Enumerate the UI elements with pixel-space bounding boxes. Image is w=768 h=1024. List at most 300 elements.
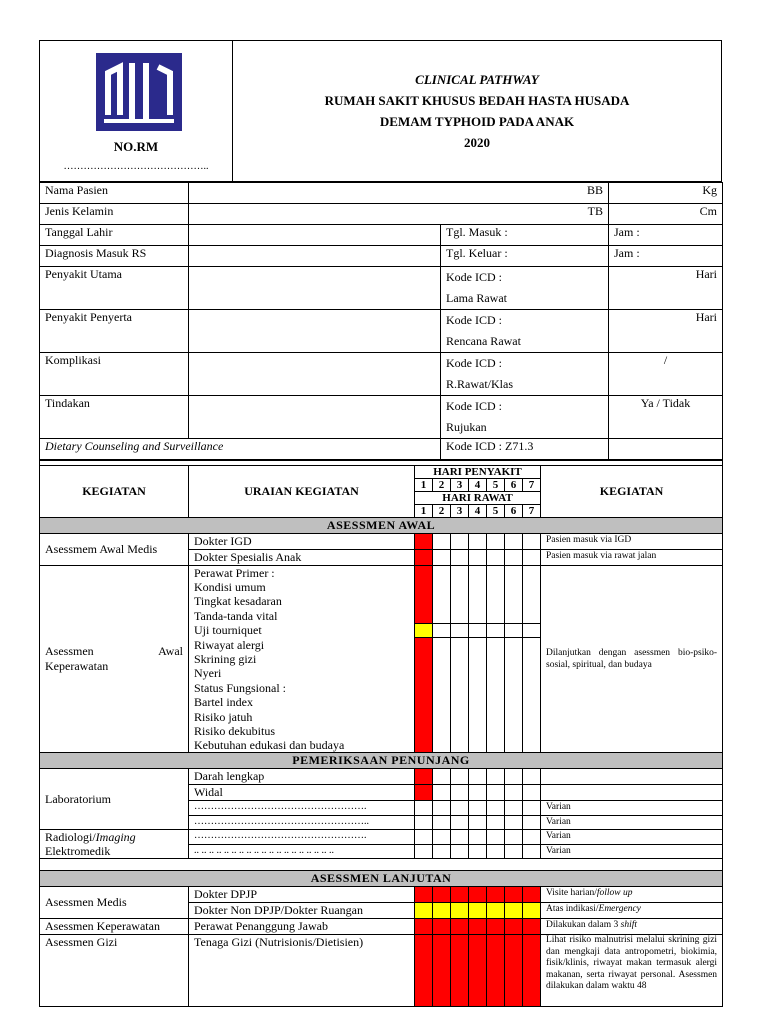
- day-cell[interactable]: [451, 785, 469, 801]
- lanjutan-gizi: Tenaga Gizi (Nutrisionis/Dietisien): [189, 935, 415, 1007]
- radiologi-label: [40, 830, 189, 859]
- day-penyakit-5: 5: [487, 479, 505, 492]
- label-tb[interactable]: TB: [189, 204, 609, 225]
- grid-header-hari-rawat: HARI RAWAT: [415, 492, 541, 505]
- day-cell[interactable]: [487, 903, 505, 919]
- day-cell[interactable]: [523, 566, 541, 581]
- lanjutan-gizi-note: Lihat risiko malnutrisi melalui skrining gizi dan mengkaji data antropometri, biokimia, fisik/klinis, riwayat makan termasuk alergi makanan, serta riwayat personal. Asessmen dilakukan dalam waktu 48: [541, 935, 723, 1007]
- day-cell[interactable]: [487, 887, 505, 903]
- lanjutan-non-dpjp: Dokter Non DPJP/Dokter Ruangan: [189, 903, 415, 919]
- day-rawat-2: 2: [433, 505, 451, 518]
- day-cell[interactable]: [469, 550, 487, 566]
- day-cell[interactable]: [469, 844, 487, 859]
- lab-varian: [541, 769, 723, 785]
- day-cell[interactable]: [523, 919, 541, 935]
- day-cell[interactable]: [505, 919, 523, 935]
- label-kode-icd-2: Kode ICD :: [446, 313, 502, 327]
- label-diagnosis: Diagnosis Masuk RS: [40, 246, 189, 267]
- rad-varian: Varian: [541, 830, 723, 845]
- day-cell[interactable]: [433, 695, 451, 709]
- spacer-cell: [189, 859, 415, 871]
- day-cell[interactable]: [415, 844, 433, 859]
- day-cell[interactable]: [451, 594, 469, 608]
- logo-cell: [40, 41, 233, 182]
- day-cell[interactable]: [505, 844, 523, 859]
- spacer-cell: [40, 859, 189, 871]
- awal-kep-item: Status Fungsional :: [189, 681, 415, 695]
- lanjutan-non-note-text: Atas indikasi/: [546, 904, 599, 915]
- awal-kep-item: Tanda-tanda vital: [189, 609, 415, 623]
- label-ya-tidak[interactable]: Ya / Tidak: [609, 396, 723, 439]
- day-cell[interactable]: [469, 724, 487, 738]
- day-cell[interactable]: [487, 919, 505, 935]
- awal-kep-item: Kondisi umum: [189, 580, 415, 594]
- day-cell[interactable]: [487, 550, 505, 566]
- day-cell[interactable]: [505, 830, 523, 845]
- day-cell[interactable]: [469, 815, 487, 829]
- label-jam-masuk: Jam :: [609, 225, 723, 246]
- day-cell[interactable]: [415, 815, 433, 829]
- day-cell[interactable]: [433, 830, 451, 845]
- day-cell[interactable]: [523, 681, 541, 695]
- day-cell[interactable]: [415, 550, 433, 566]
- label-jenis: Jenis Kelamin: [40, 204, 189, 225]
- day-cell[interactable]: [469, 830, 487, 845]
- day-cell[interactable]: [415, 785, 433, 801]
- day-cell[interactable]: [505, 769, 523, 785]
- day-cell[interactable]: [505, 550, 523, 566]
- day-cell[interactable]: [433, 652, 451, 666]
- day-cell[interactable]: [433, 935, 451, 1007]
- day-cell[interactable]: [487, 935, 505, 1007]
- label-rujukan: Rujukan: [446, 420, 487, 434]
- day-cell[interactable]: [487, 724, 505, 738]
- awal-spesialis-note: Pasien masuk via rawat jalan: [541, 550, 723, 566]
- elektromedik-word: Elektromedik: [45, 844, 111, 859]
- rad-varian: Varian: [541, 844, 723, 859]
- lab-label: Laboratorium: [40, 769, 189, 830]
- day-cell[interactable]: [523, 830, 541, 845]
- day-cell[interactable]: [487, 666, 505, 680]
- day-cell[interactable]: [415, 681, 433, 695]
- day-cell[interactable]: [505, 609, 523, 623]
- day-cell[interactable]: [451, 695, 469, 709]
- day-cell[interactable]: [505, 638, 523, 652]
- lab-item: Darah lengkap: [189, 769, 415, 785]
- field-komplikasi[interactable]: [189, 353, 441, 396]
- day-cell[interactable]: [451, 724, 469, 738]
- day-cell[interactable]: [523, 738, 541, 753]
- day-cell[interactable]: [415, 609, 433, 623]
- day-cell[interactable]: [487, 695, 505, 709]
- rad-item: .. .. .. .. .. .. .. .. .. .. .. .. .. .. .. .. .. .. ..: [189, 844, 415, 859]
- awal-dokter-spesialis: Dokter Spesialis Anak: [189, 550, 415, 566]
- label-nama: Nama Pasien: [40, 183, 189, 204]
- day-cell[interactable]: [505, 652, 523, 666]
- day-cell[interactable]: [487, 609, 505, 623]
- day-cell[interactable]: [487, 681, 505, 695]
- day-cell[interactable]: [469, 887, 487, 903]
- day-cell[interactable]: [451, 844, 469, 859]
- day-cell[interactable]: [415, 724, 433, 738]
- day-cell[interactable]: [469, 769, 487, 785]
- day-cell[interactable]: [433, 887, 451, 903]
- day-cell[interactable]: [415, 666, 433, 680]
- day-cell[interactable]: [487, 652, 505, 666]
- label-dietary: Dietary Counseling and Surveillance: [40, 439, 441, 460]
- lanjutan-dpjp-note-italic: follow up: [596, 888, 633, 899]
- field-penyakit-utama[interactable]: [189, 267, 441, 310]
- day-cell[interactable]: [451, 580, 469, 594]
- label-hari-2: Hari: [609, 310, 723, 353]
- day-cell[interactable]: [433, 638, 451, 652]
- day-rawat-5: 5: [487, 505, 505, 518]
- lanjutan-non-note: [541, 903, 723, 919]
- day-cell[interactable]: [451, 566, 469, 581]
- label-penyakit-utama: Penyakit Utama: [40, 267, 189, 310]
- day-cell[interactable]: [451, 887, 469, 903]
- day-cell[interactable]: [433, 681, 451, 695]
- day-cell[interactable]: [505, 580, 523, 594]
- day-cell[interactable]: [433, 594, 451, 608]
- day-cell[interactable]: [487, 801, 505, 815]
- lanjutan-perawat-note: [541, 919, 723, 935]
- day-cell[interactable]: [523, 724, 541, 738]
- lab-item: Widal: [189, 785, 415, 801]
- label-bb[interactable]: BB: [189, 183, 609, 204]
- day-cell[interactable]: [487, 710, 505, 724]
- day-cell[interactable]: [451, 919, 469, 935]
- day-cell[interactable]: [415, 830, 433, 845]
- field-kode-icd-5[interactable]: [609, 439, 723, 460]
- awal-igd-note: Pasien masuk via IGD: [541, 534, 723, 550]
- day-cell[interactable]: [451, 609, 469, 623]
- patient-info-table: [39, 182, 723, 460]
- day-cell[interactable]: [523, 580, 541, 594]
- day-cell[interactable]: [415, 638, 433, 652]
- label-slash: /: [609, 353, 723, 396]
- day-cell[interactable]: [433, 844, 451, 859]
- awal-kep-word-3: Keperawatan: [45, 659, 109, 674]
- day-cell[interactable]: [487, 785, 505, 801]
- day-cell[interactable]: [433, 903, 451, 919]
- day-cell[interactable]: [487, 566, 505, 581]
- field-tindakan[interactable]: [189, 396, 441, 439]
- lanjutan-dpjp: Dokter DPJP: [189, 887, 415, 903]
- field-diagnosis[interactable]: [189, 246, 441, 267]
- day-cell[interactable]: [505, 710, 523, 724]
- day-cell[interactable]: [451, 666, 469, 680]
- day-cell[interactable]: [415, 710, 433, 724]
- day-cell[interactable]: [433, 724, 451, 738]
- day-cell[interactable]: [451, 638, 469, 652]
- radiologi-word: Radiologi/: [45, 830, 96, 845]
- awal-kep-item: Kebutuhan edukasi dan budaya: [189, 738, 415, 753]
- day-cell[interactable]: [433, 623, 451, 637]
- label-kg: Kg: [609, 183, 723, 204]
- awal-kep-item: Perawat Primer :: [189, 566, 415, 581]
- label-tindakan: Tindakan: [40, 396, 189, 439]
- day-cell[interactable]: [469, 609, 487, 623]
- title-cell: [233, 41, 722, 182]
- day-cell[interactable]: [487, 594, 505, 608]
- day-cell[interactable]: [469, 695, 487, 709]
- form-title: CLINICAL PATHWAY: [415, 72, 539, 87]
- day-cell[interactable]: [469, 935, 487, 1007]
- spacer-cell: [523, 859, 541, 871]
- day-cell[interactable]: [433, 609, 451, 623]
- label-kode-icd-5: Kode ICD : Z71.3: [441, 439, 609, 460]
- day-cell[interactable]: [505, 594, 523, 608]
- day-cell[interactable]: [433, 738, 451, 753]
- day-cell[interactable]: [523, 623, 541, 637]
- field-tgl-lahir[interactable]: [189, 225, 441, 246]
- day-cell[interactable]: [523, 666, 541, 680]
- awal-kep-word-1: Asessmen: [45, 644, 94, 659]
- day-cell[interactable]: [469, 919, 487, 935]
- day-cell[interactable]: [415, 769, 433, 785]
- day-cell[interactable]: [415, 534, 433, 550]
- day-cell[interactable]: [505, 887, 523, 903]
- day-cell[interactable]: [415, 623, 433, 637]
- diagnosis-title: DEMAM TYPHOID PADA ANAK: [379, 114, 575, 129]
- awal-kep-item: Skrining gizi: [189, 652, 415, 666]
- awal-kep-item: Riwayat alergi: [189, 638, 415, 652]
- day-penyakit-1: 1: [415, 479, 433, 492]
- day-cell[interactable]: [523, 844, 541, 859]
- day-cell[interactable]: [469, 710, 487, 724]
- hospital-logo: [96, 53, 182, 131]
- label-rawat-klas: R.Rawat/Klas: [446, 377, 513, 391]
- section-penunjang: PEMERIKSAAN PENUNJANG: [40, 753, 723, 769]
- spacer-cell: [541, 859, 723, 871]
- awal-medis-label: Asessmem Awal Medis: [40, 534, 189, 566]
- day-cell[interactable]: [469, 801, 487, 815]
- day-cell[interactable]: [451, 623, 469, 637]
- lab-item: …………………………………………….: [189, 801, 415, 815]
- day-rawat-1: 1: [415, 505, 433, 518]
- day-cell[interactable]: [523, 594, 541, 608]
- grid-header-kegiatan-right: KEGIATAN: [541, 466, 723, 518]
- label-cm: Cm: [609, 204, 723, 225]
- day-cell[interactable]: [415, 801, 433, 815]
- day-cell[interactable]: [505, 681, 523, 695]
- day-cell[interactable]: [487, 580, 505, 594]
- day-cell[interactable]: [487, 638, 505, 652]
- day-cell[interactable]: [415, 594, 433, 608]
- section-lanjutan: ASESSMEN LANJUTAN: [40, 871, 723, 887]
- day-cell[interactable]: [415, 738, 433, 753]
- day-cell[interactable]: [415, 935, 433, 1007]
- awal-kep-item: Tingkat kesadaran: [189, 594, 415, 608]
- day-cell[interactable]: [523, 785, 541, 801]
- day-rawat-4: 4: [469, 505, 487, 518]
- imaging-word: Imaging: [95, 830, 136, 845]
- day-cell[interactable]: [505, 724, 523, 738]
- lanjutan-perawat: Perawat Penanggung Jawab: [189, 919, 415, 935]
- day-cell[interactable]: [487, 830, 505, 845]
- day-cell[interactable]: [451, 652, 469, 666]
- label-kode-icd-4: Kode ICD :: [446, 399, 502, 413]
- label-komplikasi: Komplikasi: [40, 353, 189, 396]
- day-cell[interactable]: [505, 666, 523, 680]
- day-cell[interactable]: [469, 580, 487, 594]
- day-cell[interactable]: [469, 681, 487, 695]
- day-cell[interactable]: [487, 623, 505, 637]
- day-cell[interactable]: [451, 738, 469, 753]
- day-cell[interactable]: [523, 935, 541, 1007]
- day-cell[interactable]: [523, 887, 541, 903]
- grid-header-uraian: URAIAN KEGIATAN: [189, 466, 415, 518]
- day-cell[interactable]: [415, 566, 433, 581]
- day-cell[interactable]: [505, 935, 523, 1007]
- day-cell[interactable]: [505, 785, 523, 801]
- day-penyakit-6: 6: [505, 479, 523, 492]
- day-cell[interactable]: [433, 785, 451, 801]
- lab-varian: Varian: [541, 815, 723, 829]
- lanjutan-medis-label: Asessmen Medis: [40, 887, 189, 919]
- day-cell[interactable]: [487, 738, 505, 753]
- lanjutan-gizi-label: Asessmen Gizi: [40, 935, 189, 1007]
- lanjutan-perawat-note-text: Dilakukan dalam 3: [546, 920, 621, 931]
- day-cell[interactable]: [487, 815, 505, 829]
- day-rawat-6: 6: [505, 505, 523, 518]
- day-cell[interactable]: [469, 566, 487, 581]
- day-cell[interactable]: [451, 681, 469, 695]
- day-cell[interactable]: [523, 534, 541, 550]
- day-cell[interactable]: [451, 903, 469, 919]
- label-hari-1: Hari: [609, 267, 723, 310]
- lanjutan-non-note-italic: Emergency: [598, 904, 641, 915]
- norm-label: NO.RM: [113, 139, 159, 154]
- day-cell[interactable]: [505, 623, 523, 637]
- day-cell[interactable]: [415, 887, 433, 903]
- hospital-name: RUMAH SAKIT KHUSUS BEDAH HASTA HUSADA: [324, 93, 630, 108]
- day-cell[interactable]: [523, 695, 541, 709]
- label-penyerta: Penyakit Penyerta: [40, 310, 189, 353]
- day-cell[interactable]: [451, 534, 469, 550]
- day-cell[interactable]: [433, 550, 451, 566]
- day-cell[interactable]: [433, 919, 451, 935]
- day-cell[interactable]: [487, 769, 505, 785]
- header-table: [39, 40, 722, 182]
- awal-kep-item: Uji tourniquet: [189, 623, 415, 637]
- norm-value: ……………………………………..: [63, 161, 209, 172]
- day-penyakit-7: 7: [523, 479, 541, 492]
- lab-item: ……………………………………………..: [189, 815, 415, 829]
- day-cell[interactable]: [469, 903, 487, 919]
- lab-varian: Varian: [541, 801, 723, 815]
- label-rencana-rawat: Rencana Rawat: [446, 334, 521, 348]
- lanjutan-perawat-note-italic: shift: [620, 920, 638, 931]
- day-cell[interactable]: [415, 919, 433, 935]
- rad-item: …………………………………………….: [189, 830, 415, 845]
- day-cell[interactable]: [469, 652, 487, 666]
- day-penyakit-3: 3: [451, 479, 469, 492]
- field-penyerta[interactable]: [189, 310, 441, 353]
- day-cell[interactable]: [523, 801, 541, 815]
- day-cell[interactable]: [415, 695, 433, 709]
- awal-keperawatan-label: [40, 566, 189, 753]
- day-cell[interactable]: [487, 534, 505, 550]
- day-cell[interactable]: [433, 534, 451, 550]
- day-cell[interactable]: [469, 666, 487, 680]
- section-asessmen-awal: ASESSMEN AWAL: [40, 518, 723, 534]
- day-cell[interactable]: [523, 609, 541, 623]
- day-cell[interactable]: [469, 738, 487, 753]
- awal-kep-item: Risiko dekubitus: [189, 724, 415, 738]
- day-cell[interactable]: [523, 769, 541, 785]
- spacer-cell: [487, 859, 505, 871]
- day-cell[interactable]: [505, 801, 523, 815]
- day-cell[interactable]: [469, 785, 487, 801]
- day-cell[interactable]: [523, 815, 541, 829]
- spacer-cell: [415, 859, 433, 871]
- day-cell[interactable]: [433, 580, 451, 594]
- day-cell[interactable]: [451, 550, 469, 566]
- day-cell[interactable]: [505, 738, 523, 753]
- day-cell[interactable]: [433, 801, 451, 815]
- label-kode-icd-3: Kode ICD :: [446, 356, 502, 370]
- day-cell[interactable]: [415, 580, 433, 594]
- label-tgl-keluar: Tgl. Keluar :: [441, 246, 609, 267]
- day-cell[interactable]: [433, 815, 451, 829]
- grid-header-kegiatan: KEGIATAN: [40, 466, 189, 518]
- day-cell[interactable]: [415, 903, 433, 919]
- day-cell[interactable]: [505, 534, 523, 550]
- day-cell[interactable]: [433, 710, 451, 724]
- day-cell[interactable]: [523, 652, 541, 666]
- awal-kep-item: Nyeri: [189, 666, 415, 680]
- day-cell[interactable]: [469, 638, 487, 652]
- day-cell[interactable]: [451, 935, 469, 1007]
- day-cell[interactable]: [505, 566, 523, 581]
- day-penyakit-4: 4: [469, 479, 487, 492]
- day-cell[interactable]: [523, 903, 541, 919]
- awal-kep-note: Dilanjutkan dengan asessmen bio-psiko-sosial, spiritual, dan budaya: [541, 566, 723, 753]
- spacer-cell: [505, 859, 523, 871]
- day-cell[interactable]: [415, 652, 433, 666]
- day-cell[interactable]: [451, 801, 469, 815]
- day-cell[interactable]: [523, 638, 541, 652]
- day-cell[interactable]: [469, 623, 487, 637]
- day-cell[interactable]: [505, 903, 523, 919]
- awal-dokter-igd: Dokter IGD: [189, 534, 415, 550]
- day-cell[interactable]: [469, 594, 487, 608]
- day-cell[interactable]: [433, 769, 451, 785]
- lab-varian: [541, 785, 723, 801]
- label-lama-rawat: Lama Rawat: [446, 291, 507, 305]
- day-cell[interactable]: [523, 550, 541, 566]
- day-cell[interactable]: [505, 815, 523, 829]
- spacer-cell: [451, 859, 469, 871]
- day-cell[interactable]: [451, 769, 469, 785]
- awal-kep-item: Risiko jatuh: [189, 710, 415, 724]
- day-cell[interactable]: [433, 566, 451, 581]
- day-cell[interactable]: [451, 830, 469, 845]
- day-cell[interactable]: [469, 534, 487, 550]
- day-rawat-3: 3: [451, 505, 469, 518]
- lanjutan-kep-label: Asessmen Keperawatan: [40, 919, 189, 935]
- day-cell[interactable]: [523, 710, 541, 724]
- day-cell[interactable]: [433, 666, 451, 680]
- activity-grid: [39, 460, 723, 1007]
- day-cell[interactable]: [505, 695, 523, 709]
- day-cell[interactable]: [451, 815, 469, 829]
- day-cell[interactable]: [451, 710, 469, 724]
- day-cell[interactable]: [487, 844, 505, 859]
- label-tgl-masuk: Tgl. Masuk :: [441, 225, 609, 246]
